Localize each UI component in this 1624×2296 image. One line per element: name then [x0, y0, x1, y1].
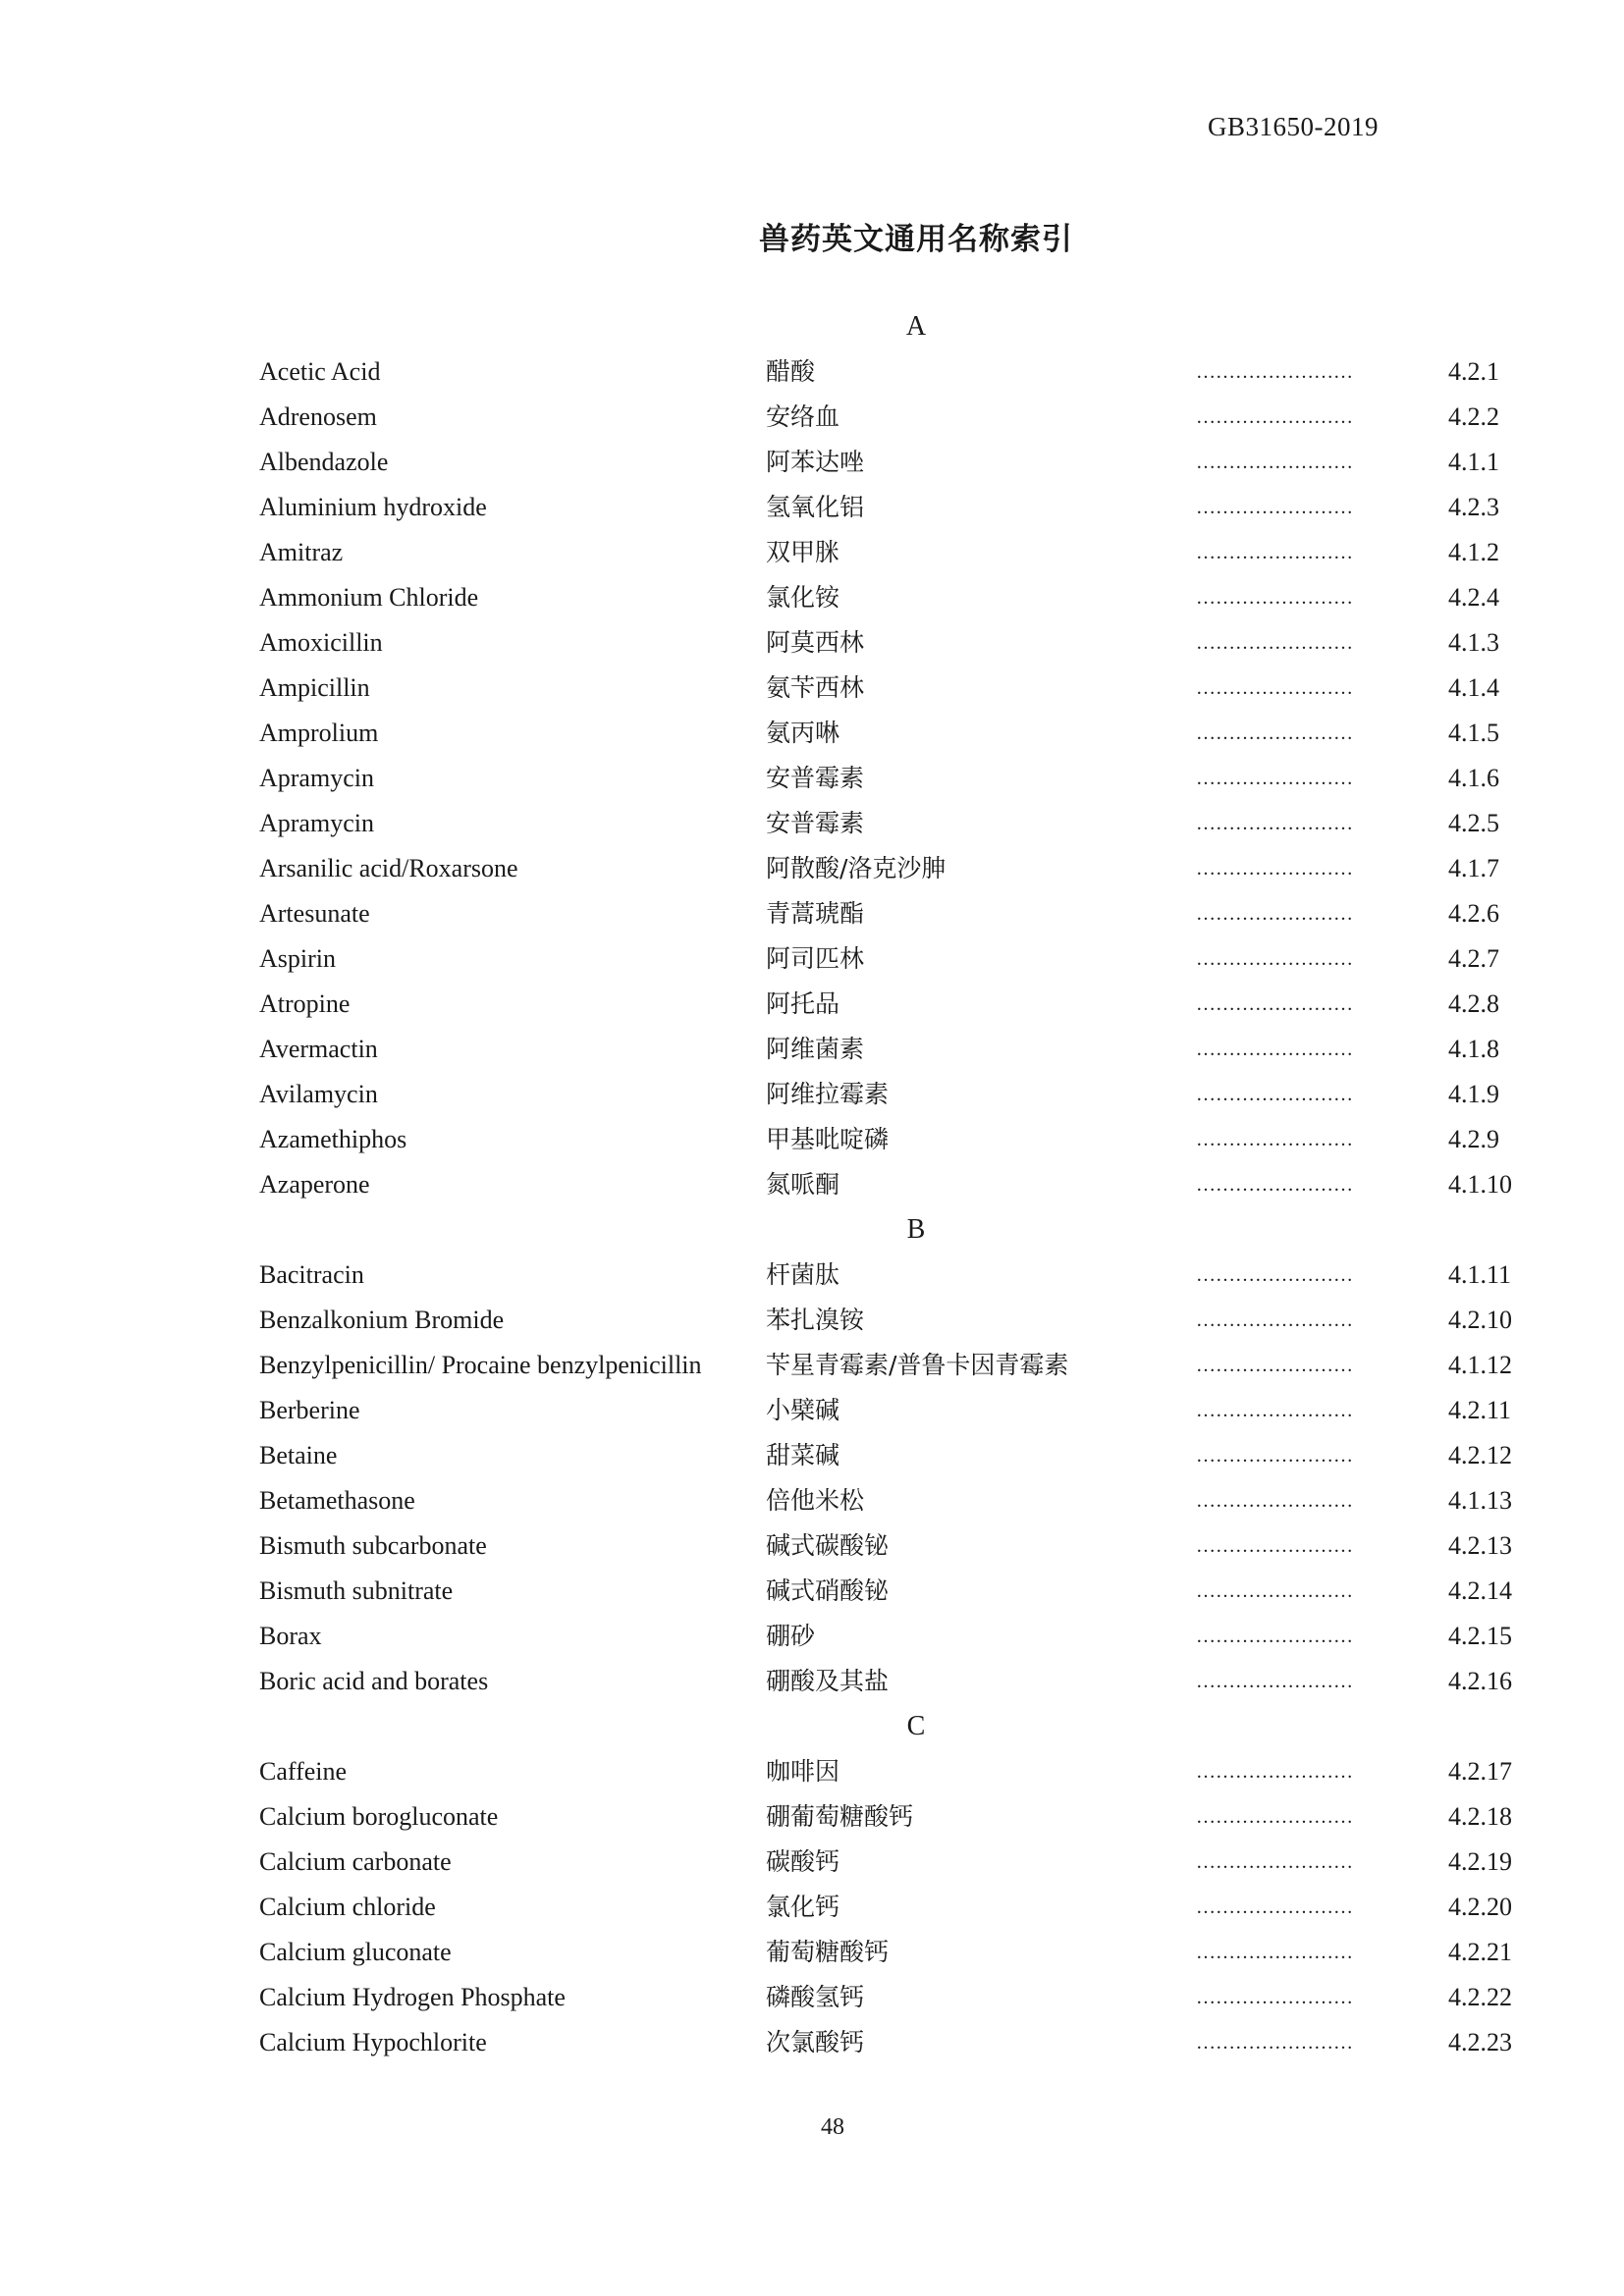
index-entry: [0, 1121, 1624, 1158]
entry-section-ref: 4.2.20: [1448, 1893, 1512, 1921]
entry-chinese-name: 苯扎溴铵: [766, 1306, 865, 1334]
entry-english-name: Calcium Hydrogen Phosphate: [259, 1983, 566, 2011]
entry-section-ref: 4.2.21: [1448, 1938, 1512, 1966]
entry-english-name: Bismuth subcarbonate: [259, 1531, 487, 1560]
entry-english-name: Bacitracin: [259, 1260, 364, 1289]
entry-chinese-name: 阿托品: [766, 989, 840, 1018]
index-entry: [0, 353, 1624, 391]
dot-leader: ……………………: [1196, 903, 1353, 925]
entry-section-ref: 4.2.16: [1448, 1667, 1512, 1695]
entry-chinese-name: 甜菜碱: [766, 1441, 840, 1469]
index-entry: [0, 1031, 1624, 1068]
entry-chinese-name: 阿苯达唑: [766, 448, 865, 476]
dot-leader: ……………………: [1196, 1400, 1353, 1421]
dot-leader: ……………………: [1196, 542, 1353, 563]
entry-english-name: Avermactin: [259, 1035, 378, 1063]
entry-section-ref: 4.2.6: [1448, 899, 1499, 928]
entry-english-name: Caffeine: [259, 1757, 348, 1786]
entry-section-ref: 4.2.10: [1448, 1306, 1512, 1334]
entry-chinese-name: 安络血: [766, 402, 840, 431]
dot-leader: ……………………: [1196, 813, 1353, 834]
section-letter-a: A: [905, 311, 927, 342]
index-entry: [0, 444, 1624, 481]
entry-english-name: Aluminium hydroxide: [259, 493, 487, 521]
index-entry: [0, 1979, 1624, 2016]
entry-english-name: Amitraz: [259, 538, 344, 566]
index-entry: [0, 850, 1624, 887]
entry-english-name: Albendazole: [259, 448, 389, 476]
entry-english-name: Amprolium: [259, 719, 379, 747]
entry-english-name: Benzylpenicillin/ Procaine benzylpenicillin: [259, 1351, 702, 1379]
dot-leader: ……………………: [1196, 993, 1353, 1015]
index-entry: [0, 805, 1624, 842]
index-entry: [0, 1573, 1624, 1610]
index-entry: [0, 534, 1624, 571]
entry-section-ref: 4.2.18: [1448, 1802, 1512, 1831]
entry-section-ref: 4.2.15: [1448, 1622, 1512, 1650]
index-entry: [0, 669, 1624, 707]
entry-chinese-name: 安普霉素: [766, 764, 865, 792]
dot-leader: ……………………: [1196, 1580, 1353, 1602]
entry-chinese-name: 氯化钙: [766, 1893, 840, 1921]
dot-leader: ……………………: [1196, 722, 1353, 744]
entry-chinese-name: 氯化铵: [766, 583, 840, 612]
entry-chinese-name: 葡萄糖酸钙: [766, 1938, 890, 1966]
entry-chinese-name: 小檗碱: [766, 1396, 840, 1424]
entry-english-name: Calcium Hypochlorite: [259, 2028, 487, 2056]
index-entry: [0, 1392, 1624, 1429]
entry-section-ref: 4.2.13: [1448, 1531, 1512, 1560]
index-entry: [0, 579, 1624, 616]
index-entry: [0, 2024, 1624, 2061]
entry-chinese-name: 青蒿琥酯: [766, 899, 865, 928]
entry-chinese-name: 阿维拉霉素: [766, 1080, 890, 1108]
dot-leader: ……………………: [1196, 1309, 1353, 1331]
entry-english-name: Apramycin: [259, 809, 374, 837]
index-entry: [0, 1618, 1624, 1655]
entry-english-name: Apramycin: [259, 764, 374, 792]
entry-english-name: Azamethiphos: [259, 1125, 407, 1153]
index-entry: [0, 1934, 1624, 1971]
entry-english-name: Berberine: [259, 1396, 360, 1424]
entry-chinese-name: 阿莫西林: [766, 628, 865, 657]
entry-chinese-name: 碳酸钙: [766, 1847, 840, 1876]
entry-english-name: Aspirin: [259, 944, 336, 973]
entry-section-ref: 4.1.7: [1448, 854, 1499, 882]
entry-section-ref: 4.1.8: [1448, 1035, 1499, 1063]
entry-section-ref: 4.1.6: [1448, 764, 1499, 792]
section-letter-b: B: [906, 1214, 926, 1245]
dot-leader: ……………………: [1196, 1896, 1353, 1918]
index-entry: [0, 1256, 1624, 1294]
entry-english-name: Azaperone: [259, 1170, 370, 1199]
entry-section-ref: 4.1.12: [1448, 1351, 1512, 1379]
dot-leader: ……………………: [1196, 587, 1353, 609]
dot-leader: ……………………: [1196, 1806, 1353, 1828]
entry-chinese-name: 氨苄西林: [766, 673, 865, 702]
entry-section-ref: 4.2.14: [1448, 1576, 1512, 1605]
dot-leader: ……………………: [1196, 406, 1353, 428]
dot-leader: ……………………: [1196, 858, 1353, 880]
entry-section-ref: 4.1.9: [1448, 1080, 1499, 1108]
entry-section-ref: 4.2.3: [1448, 493, 1499, 521]
entry-english-name: Borax: [259, 1622, 322, 1650]
entry-english-name: Adrenosem: [259, 402, 377, 431]
index-entry: [0, 715, 1624, 752]
dot-leader: ……………………: [1196, 2032, 1353, 2054]
entry-chinese-name: 甲基吡啶磷: [766, 1125, 890, 1153]
entry-section-ref: 4.2.12: [1448, 1441, 1512, 1469]
entry-english-name: Boric acid and borates: [259, 1667, 489, 1695]
index-entry: [0, 1527, 1624, 1565]
entry-section-ref: 4.1.13: [1448, 1486, 1512, 1515]
dot-leader: ……………………: [1196, 1942, 1353, 1963]
dot-leader: ……………………: [1196, 948, 1353, 970]
dot-leader: ……………………: [1196, 1174, 1353, 1196]
entry-section-ref: 4.1.3: [1448, 628, 1499, 657]
entry-chinese-name: 阿司匹林: [766, 944, 865, 973]
entry-english-name: Betaine: [259, 1441, 338, 1469]
entry-chinese-name: 安普霉素: [766, 809, 865, 837]
entry-english-name: Calcium gluconate: [259, 1938, 452, 1966]
entry-english-name: Calcium chloride: [259, 1893, 436, 1921]
dot-leader: ……………………: [1196, 1987, 1353, 2008]
entry-section-ref: 4.2.22: [1448, 1983, 1512, 2011]
dot-leader: ……………………: [1196, 1490, 1353, 1512]
dot-leader: ……………………: [1196, 452, 1353, 473]
entry-section-ref: 4.2.5: [1448, 809, 1499, 837]
page-number: 48: [821, 2114, 844, 2140]
dot-leader: ……………………: [1196, 1445, 1353, 1467]
entry-section-ref: 4.2.7: [1448, 944, 1499, 973]
index-entry: [0, 1437, 1624, 1474]
dot-leader: ……………………: [1196, 1761, 1353, 1783]
entry-chinese-name: 倍他米松: [766, 1486, 865, 1515]
entry-section-ref: 4.1.11: [1448, 1260, 1512, 1289]
dot-leader: ……………………: [1196, 1084, 1353, 1105]
entry-english-name: Acetic Acid: [259, 357, 381, 386]
entry-english-name: Atropine: [259, 989, 351, 1018]
entry-section-ref: 4.2.19: [1448, 1847, 1512, 1876]
index-entry: [0, 1482, 1624, 1520]
entry-chinese-name: 杆菌肽: [766, 1260, 840, 1289]
dot-leader: ……………………: [1196, 1129, 1353, 1150]
entry-chinese-name: 磷酸氢钙: [766, 1983, 865, 2011]
entry-section-ref: 4.1.10: [1448, 1170, 1512, 1199]
entry-english-name: Benzalkonium Bromide: [259, 1306, 505, 1334]
index-entry: [0, 895, 1624, 933]
index-entry: [0, 399, 1624, 436]
entry-chinese-name: 醋酸: [766, 357, 816, 386]
dot-leader: ……………………: [1196, 1355, 1353, 1376]
entry-section-ref: 4.2.2: [1448, 402, 1499, 431]
dot-leader: ……………………: [1196, 1626, 1353, 1647]
entry-english-name: Calcium carbonate: [259, 1847, 452, 1876]
entry-english-name: Ampicillin: [259, 673, 370, 702]
index-entry: [0, 1076, 1624, 1113]
entry-english-name: Calcium borogluconate: [259, 1802, 499, 1831]
entry-section-ref: 4.2.23: [1448, 2028, 1512, 2056]
dot-leader: ……………………: [1196, 1851, 1353, 1873]
entry-chinese-name: 苄星青霉素/普鲁卡因青霉素: [766, 1351, 1069, 1379]
entry-chinese-name: 阿维菌素: [766, 1035, 865, 1063]
index-entry: [0, 940, 1624, 978]
entry-section-ref: 4.1.4: [1448, 673, 1499, 702]
dot-leader: ……………………: [1196, 632, 1353, 654]
entry-english-name: Bismuth subnitrate: [259, 1576, 454, 1605]
index-entry: [0, 1347, 1624, 1384]
entry-chinese-name: 氮哌酮: [766, 1170, 840, 1199]
entry-english-name: Amoxicillin: [259, 628, 383, 657]
index-entry: [0, 1843, 1624, 1881]
entry-section-ref: 4.2.11: [1448, 1396, 1512, 1424]
entry-english-name: Avilamycin: [259, 1080, 378, 1108]
dot-leader: ……………………: [1196, 1671, 1353, 1692]
index-entry: [0, 1663, 1624, 1700]
dot-leader: ……………………: [1196, 768, 1353, 789]
entry-section-ref: 4.1.1: [1448, 448, 1499, 476]
index-entry: [0, 1166, 1624, 1203]
entry-english-name: Arsanilic acid/Roxarsone: [259, 854, 518, 882]
entry-section-ref: 4.1.5: [1448, 719, 1499, 747]
entry-chinese-name: 阿散酸/洛克沙胂: [766, 854, 947, 882]
entry-section-ref: 4.2.4: [1448, 583, 1499, 612]
page-title: 兽药英文通用名称索引: [759, 222, 1073, 257]
index-entry: [0, 489, 1624, 526]
index-entry: [0, 1889, 1624, 1926]
entry-chinese-name: 硼酸及其盐: [766, 1667, 890, 1695]
entry-section-ref: 4.2.1: [1448, 357, 1499, 386]
entry-section-ref: 4.1.2: [1448, 538, 1499, 566]
document-code: GB31650-2019: [1208, 112, 1379, 141]
entry-section-ref: 4.2.8: [1448, 989, 1499, 1018]
index-entry: [0, 1798, 1624, 1836]
index-entry: [0, 986, 1624, 1023]
index-entry: [0, 760, 1624, 797]
entry-chinese-name: 碱式硝酸铋: [766, 1576, 890, 1605]
index-entry: [0, 1302, 1624, 1339]
dot-leader: ……………………: [1196, 361, 1353, 383]
entry-chinese-name: 氢氧化铝: [766, 493, 865, 521]
index-entry: [0, 1753, 1624, 1790]
entry-chinese-name: 双甲脒: [766, 538, 840, 566]
dot-leader: ……………………: [1196, 497, 1353, 518]
entry-chinese-name: 硼葡萄糖酸钙: [766, 1802, 914, 1831]
index-entry: [0, 624, 1624, 662]
entry-chinese-name: 咖啡因: [766, 1757, 840, 1786]
dot-leader: ……………………: [1196, 677, 1353, 699]
section-letter-c: C: [906, 1711, 926, 1741]
entry-english-name: Betamethasone: [259, 1486, 415, 1515]
entry-english-name: Ammonium Chloride: [259, 583, 479, 612]
entry-section-ref: 4.2.9: [1448, 1125, 1499, 1153]
dot-leader: ……………………: [1196, 1264, 1353, 1286]
entry-chinese-name: 硼砂: [766, 1622, 816, 1650]
entry-chinese-name: 碱式碳酸铋: [766, 1531, 890, 1560]
entry-chinese-name: 次氯酸钙: [766, 2028, 865, 2056]
entry-chinese-name: 氨丙啉: [766, 719, 840, 747]
entry-section-ref: 4.2.17: [1448, 1757, 1512, 1786]
dot-leader: ……………………: [1196, 1039, 1353, 1060]
dot-leader: ……………………: [1196, 1535, 1353, 1557]
entry-english-name: Artesunate: [259, 899, 370, 928]
